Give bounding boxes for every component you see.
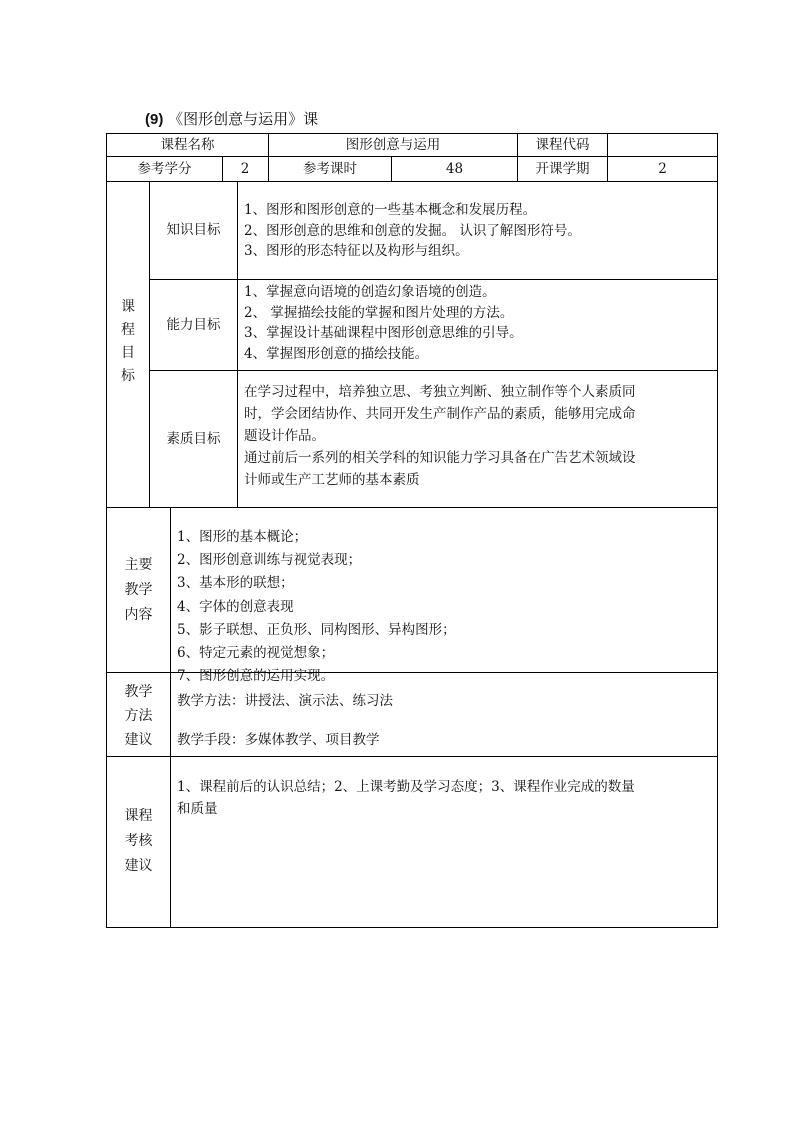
main-content-list bbox=[177, 526, 456, 688]
text-line: 和质量 bbox=[177, 801, 218, 817]
ability-objective-label: 能力目标 bbox=[166, 316, 221, 333]
list-item: 3、基本形的联想； bbox=[177, 575, 294, 592]
objectives-label-char: 目 bbox=[121, 345, 135, 361]
assessment-label bbox=[107, 804, 170, 879]
table-rule bbox=[106, 507, 718, 508]
teaching-methods-text: 教学方法：讲授法、演示法、练习法 bbox=[177, 693, 393, 709]
list-item: 1、图形和图形创意的一些基本概念和发展历程。 bbox=[244, 202, 537, 218]
label-line: 教学 bbox=[124, 582, 153, 598]
row2-hours-label-text: 参考课时 bbox=[303, 160, 357, 177]
course-name-label: 课程名称 bbox=[160, 136, 215, 153]
section-number: (9) bbox=[145, 111, 164, 128]
list-item: 4、掌握图形创意的描绘技能。 bbox=[244, 345, 429, 362]
list-item: 3、图形的形态特征以及构形与组织。 bbox=[244, 243, 469, 259]
course-code-value bbox=[608, 134, 717, 156]
semester-label: 开课学期 bbox=[535, 160, 590, 177]
label-line: 建议 bbox=[124, 732, 153, 748]
course-code-label: 课程代码 bbox=[535, 136, 590, 153]
list-item: 6、特定元素的视觉想象； bbox=[177, 645, 335, 662]
table-rule bbox=[106, 756, 718, 757]
objectives-label-char: 标 bbox=[121, 368, 135, 384]
text-line: 通过前后一系列的相关学科的知识能力学习具备在广告艺术领域设 bbox=[244, 450, 636, 466]
objectives-label-char: 课 bbox=[121, 299, 135, 315]
semester-value: 2 bbox=[658, 160, 667, 177]
list-item: 5、影子联想、正负形、同构图形、异构图形； bbox=[177, 621, 456, 638]
text-line: 题设计作品。 bbox=[244, 428, 325, 444]
row2-hours-value bbox=[392, 157, 517, 181]
label-line: 方法 bbox=[124, 708, 153, 724]
list-item: 1、掌握意向语境的创造幻象语境的创造。 bbox=[244, 284, 496, 300]
knowledge-objective-list bbox=[244, 200, 581, 262]
table-border-bottom bbox=[106, 927, 718, 928]
label-line: 建议 bbox=[124, 858, 153, 874]
list-item: 1、图形的基本概论； bbox=[177, 529, 308, 545]
row2-hours-value-text: 48 bbox=[445, 160, 464, 177]
list-item: 4、字体的创意表现 bbox=[177, 598, 294, 615]
section-title: 《图形创意与运用》课 bbox=[168, 110, 319, 128]
label-line: 课程 bbox=[124, 808, 153, 824]
ability-objective-list bbox=[244, 282, 523, 364]
teaching-method-label bbox=[107, 680, 170, 752]
text-line: 在学习过程中，培养独立思、考独立判断、独立制作等个人素质同 bbox=[244, 384, 636, 400]
row2-credit-label bbox=[107, 157, 222, 181]
text-line: 1、课程前后的认识总结；2、上课考勤及学习态度；3、课程作业完成的数量 bbox=[177, 779, 635, 795]
teaching-means-text: 教学手段：多媒体教学、项目教学 bbox=[177, 732, 380, 748]
list-item: 2、图形创意的思维和创意的发掘。 认识了解图形符号。 bbox=[244, 222, 581, 239]
table-rule bbox=[237, 181, 238, 508]
assessment-text bbox=[177, 776, 635, 820]
main-content-label bbox=[107, 553, 170, 628]
label-line: 内容 bbox=[124, 607, 153, 623]
knowledge-objective-label: 知识目标 bbox=[166, 222, 221, 239]
list-item: 2、图形创意训练与视觉表现； bbox=[177, 552, 362, 569]
list-item: 2、 掌握描绘技能的掌握和图片处理的方法。 bbox=[244, 304, 514, 321]
section-heading bbox=[145, 109, 318, 130]
label-line: 主要 bbox=[124, 557, 153, 573]
list-item: 3、掌握设计基础课程中图形创意思维的引导。 bbox=[244, 325, 523, 341]
table-rule bbox=[222, 156, 223, 182]
table-border-right bbox=[717, 133, 718, 928]
course-name-value: 图形创意与运用 bbox=[345, 136, 441, 153]
label-line: 考核 bbox=[124, 833, 153, 849]
text-line: 时，学会团结协作、共同开发生产制作产品的素质，能够用完成命 bbox=[244, 406, 636, 422]
quality-objective-text bbox=[244, 381, 636, 491]
row2-credit-value-text: 2 bbox=[240, 160, 250, 177]
label-line: 教学 bbox=[124, 684, 153, 700]
objectives-label-char: 程 bbox=[121, 322, 135, 338]
table-rule bbox=[170, 507, 171, 928]
row2-hours-label bbox=[269, 157, 391, 181]
objectives-label bbox=[107, 296, 149, 388]
quality-objective-label: 素质目标 bbox=[166, 430, 221, 447]
list-item: 7、图形创意的运用实现。 bbox=[177, 668, 335, 685]
row2-credit-value bbox=[222, 157, 268, 181]
row2-credit-label-text: 参考学分 bbox=[137, 160, 192, 177]
text-line: 计师或生产工艺师的基本素质 bbox=[244, 472, 420, 488]
